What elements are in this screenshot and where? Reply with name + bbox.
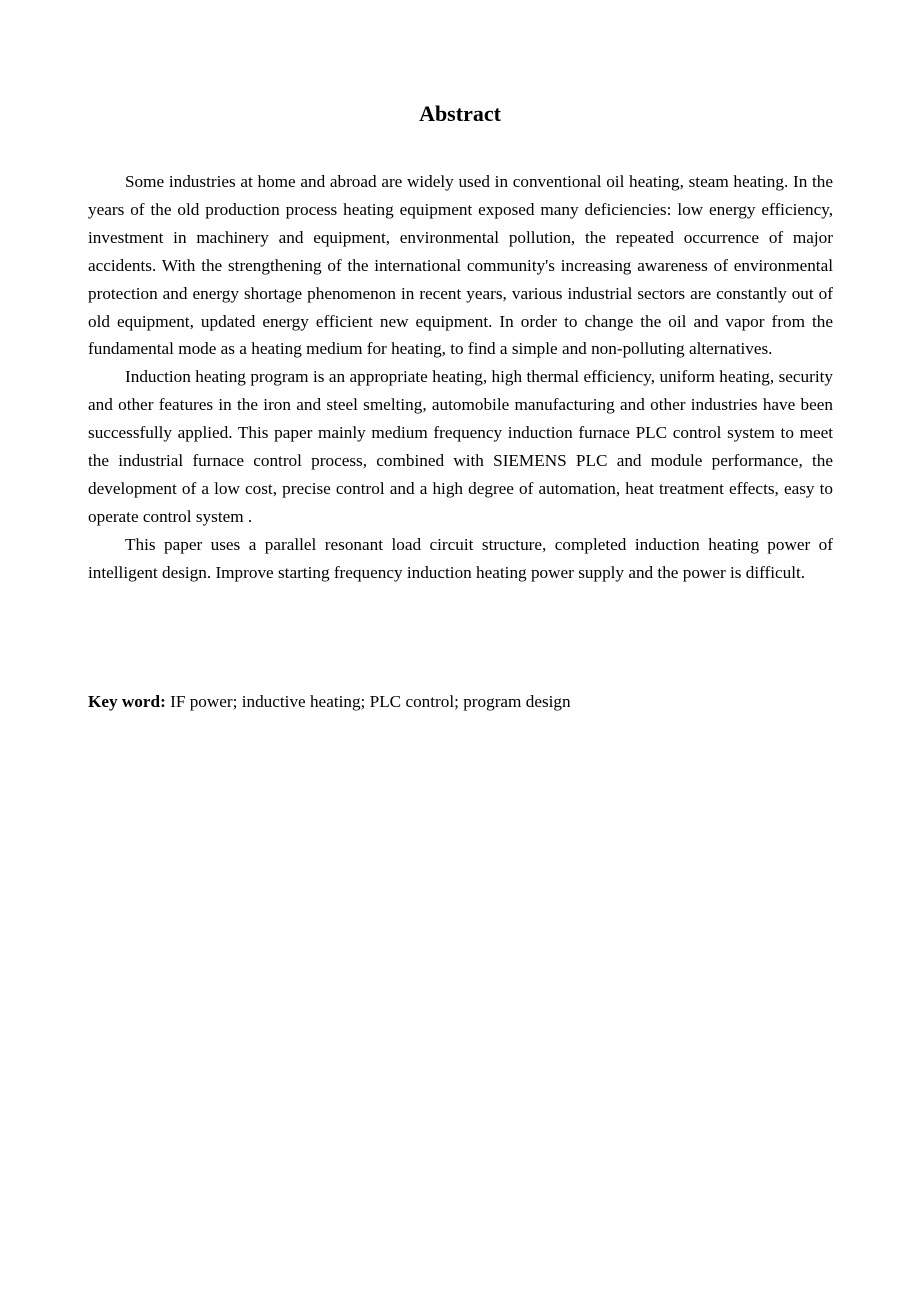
abstract-paragraph-3: This paper uses a parallel resonant load circuit structure, completed induction heating power of intelligent design. Improve starting frequency induction heating power supply and the power is difficult. — [88, 534, 833, 582]
keywords-label: Key word: — [88, 692, 166, 711]
keywords-text: IF power; inductive heating; PLC control; program design — [165, 692, 571, 711]
abstract-body — [88, 168, 833, 587]
keywords-line — [88, 688, 833, 716]
abstract-paragraph-1: Some industries at home and abroad are widely used in conventional oil heating, steam heating. In the years of the old production process heating equipment exposed many deficiencies: low energy efficiency, investment in machinery and equipment, environmental pollution, the repeated occurrence of major accidents. With the strengthening of the international community's increasing awareness of environmental protection and energy shortage phenomenon in recent years, various industrial sectors are constantly out of old equipment, updated energy efficient new equipment. In order to change the oil and vapor from the fundamental mode as a heating medium for heating, to find a simple and non-polluting alternatives. — [88, 172, 833, 359]
page-title: Abstract — [419, 101, 501, 126]
abstract-paragraph-2: Induction heating program is an appropriate heating, high thermal efficiency, uniform heating, security and other features in the iron and steel smelting, automobile manufacturing and other industries have been successfully applied. This paper mainly medium frequency induction furnace PLC control system to meet the industrial furnace control process, combined with SIEMENS PLC and module performance, the development of a low cost, precise control and a high degree of automation, heat treatment effects, easy to operate control system . — [88, 367, 833, 526]
